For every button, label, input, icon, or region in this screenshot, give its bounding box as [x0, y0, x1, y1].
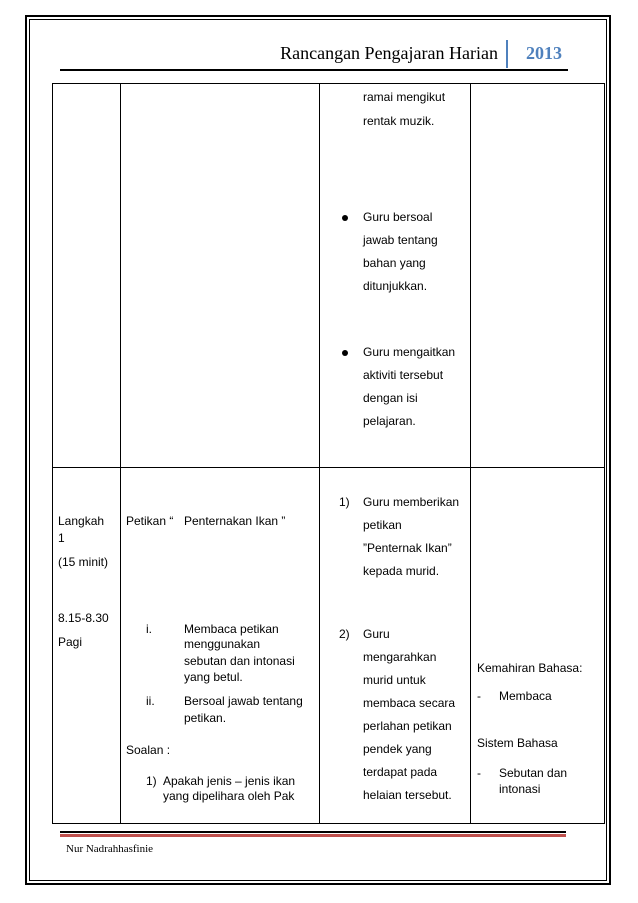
text-line: Membaca petikan	[184, 622, 279, 636]
skill-item: Membaca	[499, 689, 552, 703]
bullet-icon	[342, 350, 348, 356]
step-time: 8.15-8.30	[58, 611, 109, 625]
text-line: yang dipelihara oleh Pak	[163, 789, 295, 803]
text-line: mengarahkan	[363, 650, 437, 664]
step-duration: (15 minit)	[58, 555, 109, 569]
cell-step	[53, 468, 121, 824]
page-header	[60, 42, 568, 72]
table-row	[53, 84, 605, 468]
step-number: 1	[58, 531, 65, 545]
system-label: Sistem Bahasa	[477, 736, 558, 750]
passage-prefix: Petikan “	[126, 514, 174, 528]
text-line: Bersoal jawab tentang	[184, 694, 303, 708]
text-line: terdapat pada	[363, 765, 438, 779]
cell-notes	[471, 84, 605, 468]
text-line: sebutan dan intonasi	[184, 654, 295, 668]
text-line: Apakah jenis – jenis ikan	[163, 774, 296, 788]
cell-activity	[320, 84, 471, 468]
footer-author: Nur Nadrahhasfinie	[66, 843, 154, 855]
cell-step	[53, 84, 121, 468]
header-year: 2013	[526, 43, 562, 63]
text-line: kepada murid.	[363, 564, 440, 578]
text-line: ramai mengikut	[363, 90, 446, 104]
question-label: Soalan :	[126, 743, 171, 757]
header-rule	[60, 69, 568, 71]
text-line: ”Penternak Ikan”	[363, 541, 452, 555]
text-line: menggunakan	[184, 637, 261, 651]
text-line: bahan yang	[363, 256, 426, 270]
text-line: petikan.	[184, 711, 227, 725]
text-line: pelajaran.	[363, 414, 416, 428]
text-line: membaca secara	[363, 696, 456, 710]
lesson-plan-table	[52, 83, 605, 824]
header-title: Rancangan Pengajaran Harian	[280, 43, 498, 63]
header-divider	[506, 40, 508, 68]
text-line: aktiviti tersebut	[363, 368, 444, 382]
step-label: Langkah	[58, 514, 105, 528]
cell-content	[121, 468, 320, 824]
system-dash: -	[477, 766, 481, 780]
text-line: Guru bersoal	[363, 210, 433, 224]
step-marker: 1)	[339, 495, 350, 509]
text-line: pendek yang	[363, 742, 432, 756]
text-line: dengan isi	[363, 391, 418, 405]
text-line: Guru memberikan	[363, 495, 460, 509]
table-row	[53, 468, 605, 824]
text-line: rentak muzik.	[363, 114, 435, 128]
item-marker: i.	[146, 622, 152, 636]
text-line: Guru	[363, 627, 390, 641]
text-line: Guru mengaitkan	[363, 345, 456, 359]
bullet-icon	[342, 215, 348, 221]
skill-dash: -	[477, 689, 481, 703]
text-line: helaian tersebut.	[363, 788, 452, 802]
text-line: intonasi	[499, 782, 541, 796]
text-line: murid untuk	[363, 673, 426, 687]
footer-rule-accent	[60, 834, 566, 837]
step-period: Pagi	[58, 635, 83, 649]
text-line: petikan	[363, 518, 402, 532]
text-line: yang betul.	[184, 670, 243, 684]
step-marker: 2)	[339, 627, 350, 641]
footer-rule	[60, 831, 566, 833]
cell-activity	[320, 468, 471, 824]
skill-label: Kemahiran Bahasa:	[477, 661, 583, 675]
cell-notes	[471, 468, 605, 824]
question-marker: 1)	[146, 774, 157, 788]
text-line: perlahan petikan	[363, 719, 452, 733]
text-line: Sebutan dan	[499, 766, 568, 780]
text-line: jawab tentang	[363, 233, 438, 247]
text-line: ditunjukkan.	[363, 279, 428, 293]
item-marker: ii.	[146, 694, 155, 708]
passage-title: Penternakan Ikan ”	[184, 514, 286, 528]
cell-content	[121, 84, 320, 468]
